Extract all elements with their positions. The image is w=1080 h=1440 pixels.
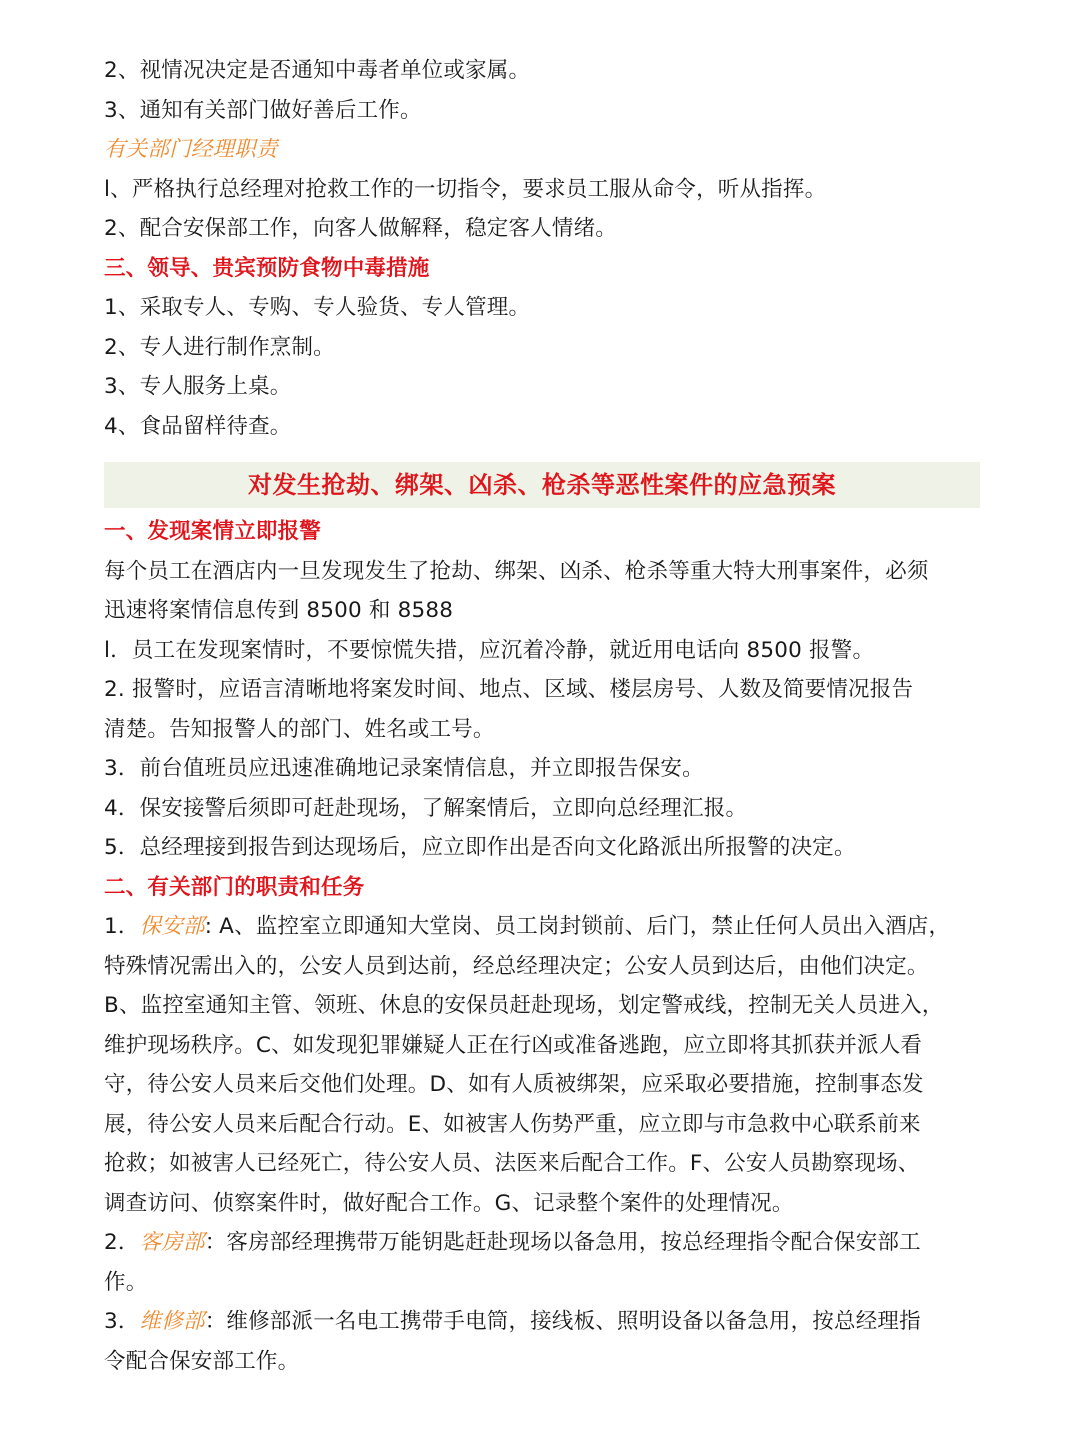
section-heading-report: 一、发现案情立即报警 (104, 519, 322, 544)
text-line: 2、专人进行制作烹制。 (104, 334, 335, 360)
sub-heading-manager-duties: 有关部门经理职责 (104, 137, 278, 162)
text-line: 3、通知有关部门做好善后工作。 (104, 97, 422, 123)
text-line: 2、视情况决定是否通知中毒者单位或家属。 (104, 58, 531, 83)
text-line: 守，待公安人员来后交他们处理。D、如有人质被绑架，应采取必要措施，控制事态发 (104, 1072, 924, 1097)
text-line: 迅速将案情信息传到 8500 和 8588 (104, 598, 454, 623)
item-prefix: 3． (104, 1309, 140, 1334)
list-item (104, 670, 980, 749)
banner-title: 对发生抢劫、绑架、凶杀、枪杀等恶性案件的应急预案 (104, 462, 980, 508)
list-item-security (104, 907, 980, 1223)
text-line: 维护现场秩序。C、如发现犯罪嫌疑人正在行凶或准备逃跑，应立即将其抓获并派人看 (104, 1032, 923, 1058)
dept-name-housekeeping: 客房部 (139, 1230, 205, 1255)
text-line: 每个员工在酒店内一旦发现发生了抢劫、绑架、凶杀、枪杀等重大特大刑事案件，必须 (104, 558, 929, 584)
item-prefix: 2． (104, 1230, 140, 1255)
text-line (104, 907, 980, 947)
text-line: 抢救；如被害人已经死亡，待公安人员、法医来后配合工作。F、公安人员勘察现场、 (104, 1151, 920, 1176)
list-item: 4．保安接警后须即可赶赴现场，了解案情后，立即向总经理汇报。 (104, 795, 748, 821)
list-item-maintenance (104, 1302, 980, 1381)
text-line: 作。 (104, 1269, 148, 1295)
text-line: 1、采取专人、专购、专人验货、专人管理。 (104, 295, 531, 320)
section-heading-prevention: 三、领导、贵宾预防食物中毒措施 (104, 255, 430, 281)
dept-name-security: 保安部 (139, 914, 205, 939)
text-line: 展，待公安人员来后配合行动。E、如被害人伤势严重，应立即与市急救中心联系前来 (104, 1111, 921, 1137)
item-text: ：维修部派一名电工携带手电筒，接线板、照明设备以备急用，按总经理指 (204, 1309, 921, 1334)
text-line: 特殊情况需出入的，公安人员到达前，经总经理决定；公安人员到达后，由他们决定。 (104, 953, 929, 979)
item-text: : A、监控室立即通知大堂岗、员工岗封锁前、后门，禁止任何人员出入酒店， (204, 914, 951, 939)
text-line: 4、食品留样待查。 (104, 413, 292, 439)
text-line: 3、专人服务上桌。 (104, 374, 292, 399)
text-line: l、严格执行总经理对抢救工作的一切指令，要求员工服从命令，听从指挥。 (104, 176, 827, 202)
list-item-housekeeping (104, 1223, 980, 1302)
text-line: 2. 报警时，应语言清晰地将案发时间、地点、区域、楼层房号、人数及简要情况报告 (104, 677, 914, 702)
dept-name-maintenance: 维修部 (139, 1309, 205, 1334)
text-line: 清楚。告知报警人的部门、姓名或工号。 (104, 716, 495, 742)
text-line: 调查访问、侦察案件时，做好配合工作。G、记录整个案件的处理情况。 (104, 1190, 794, 1216)
text-line (104, 1302, 980, 1342)
text-line (104, 1223, 980, 1263)
item-text: ：客房部经理携带万能钥匙赶赴现场以备急用，按总经理指令配合保安部工 (204, 1230, 921, 1255)
list-item: l．员工在发现案情时，不要惊慌失措，应沉着冷静，就近用电话向 8500 报警。 (104, 637, 875, 663)
document-page (104, 51, 980, 1381)
paragraph-intro (104, 552, 980, 631)
text-line: 令配合保安部工作。 (104, 1348, 300, 1374)
section-heading-duties: 二、有关部门的职责和任务 (104, 874, 365, 900)
text-line: B、监控室通知主管、领班、休息的安保员赶赴现场，划定警戒线，控制无关人员进入， (104, 993, 944, 1018)
list-item: 3．前台值班员应迅速准确地记录案情信息，并立即报告保安。 (104, 756, 704, 781)
list-item: 5．总经理接到报告到达现场后，应立即作出是否向文化路派出所报警的决定。 (104, 835, 856, 860)
item-prefix: 1． (104, 914, 140, 939)
text-line: 2、配合安保部工作，向客人做解释，稳定客人情绪。 (104, 216, 617, 241)
